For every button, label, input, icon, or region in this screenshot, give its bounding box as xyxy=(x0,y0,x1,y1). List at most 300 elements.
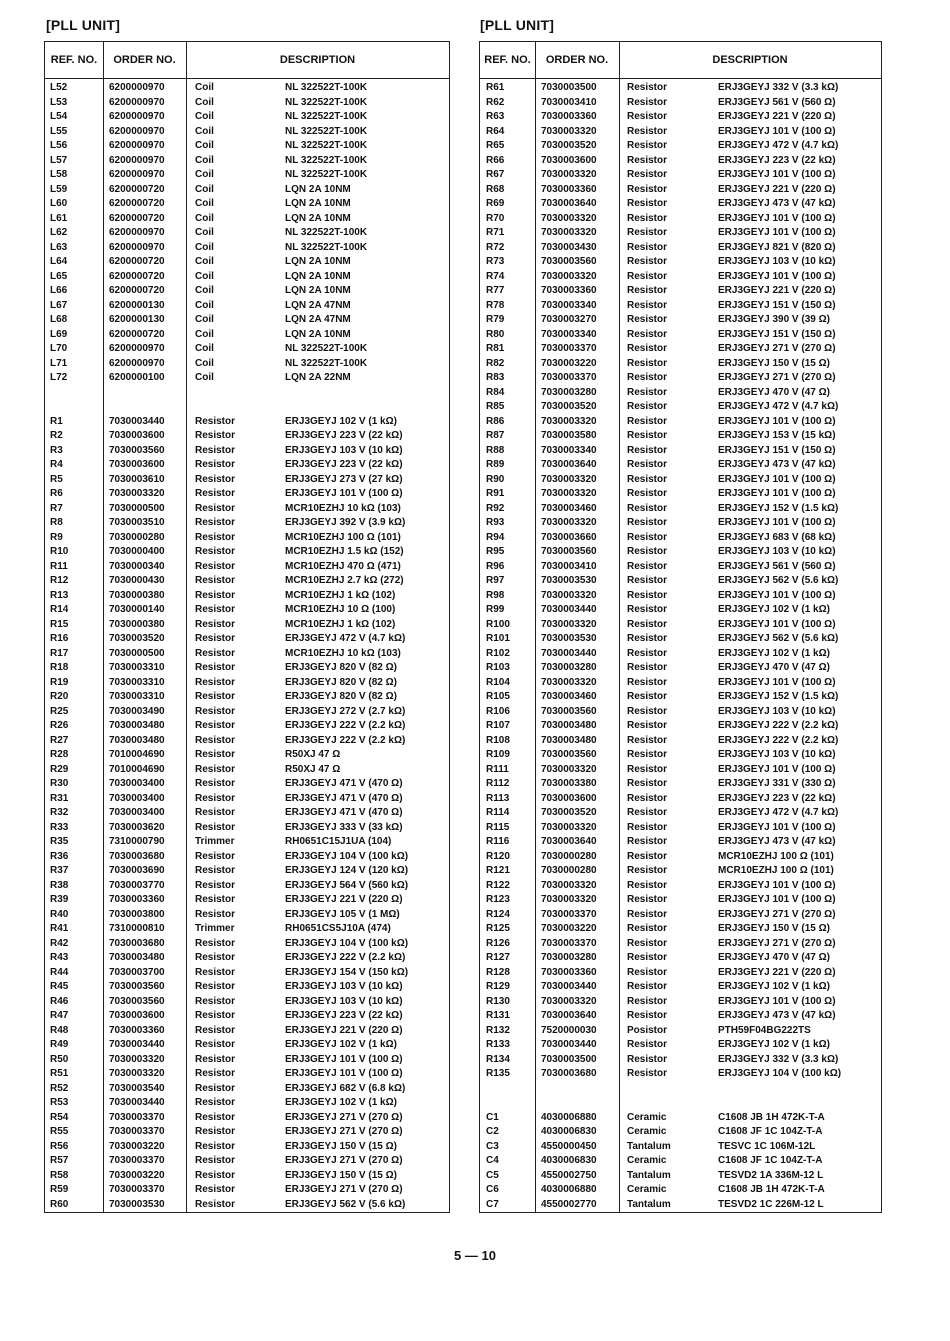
cell-part-type: Resistor xyxy=(195,1039,236,1050)
page-number: 5 — 10 xyxy=(454,1248,496,1263)
table-row xyxy=(480,371,881,386)
cell-part-type: Ceramic xyxy=(627,1111,667,1123)
cell-ref-no: R62 xyxy=(486,96,505,108)
cell-description: ERJ3GEYJ 151 V (150 Ω) xyxy=(718,328,836,340)
cell-part-type: Resistor xyxy=(627,734,668,746)
cell-order-no: 7030003480 xyxy=(541,734,597,746)
cell-order-no: 7030003370 xyxy=(109,1184,165,1195)
cell-part-type: Resistor xyxy=(627,314,668,325)
table-row xyxy=(45,719,449,734)
cell-order-no: 7030003320 xyxy=(541,879,597,891)
cell-part-type: Resistor xyxy=(195,415,236,427)
cell-part-type: Resistor xyxy=(195,444,236,456)
cell-description: ERJ3GEYJ 470 V (47 Ω) xyxy=(718,952,830,963)
cell-description: ERJ3GEYJ 564 V (560 kΩ) xyxy=(285,879,409,891)
cell-ref-no: R60 xyxy=(50,1198,69,1210)
cell-order-no: 7030003440 xyxy=(109,1097,165,1108)
cell-order-no: 7030003380 xyxy=(541,778,597,789)
cell-part-type: Resistor xyxy=(627,357,668,369)
table-row xyxy=(45,299,449,314)
cell-ref-no: R38 xyxy=(50,879,69,891)
cell-ref-no: R79 xyxy=(486,314,505,325)
cell-ref-no: R41 xyxy=(50,923,69,934)
table-row xyxy=(480,386,881,401)
table-row xyxy=(480,560,881,575)
cell-ref-no: R88 xyxy=(486,444,505,456)
cell-order-no: 7030003600 xyxy=(109,459,165,470)
cell-part-type: Tantalum xyxy=(627,1169,671,1181)
cell-order-no: 7030003600 xyxy=(109,430,165,441)
cell-part-type: Resistor xyxy=(627,140,668,151)
cell-description: ERJ3GEYJ 101 V (100 Ω) xyxy=(718,763,836,775)
cell-order-no: 6200000970 xyxy=(109,96,165,108)
cell-part-type: Resistor xyxy=(195,459,236,470)
cell-ref-no: R39 xyxy=(50,894,69,905)
cell-description: NL 322522T-100K xyxy=(285,140,368,151)
table-row xyxy=(45,589,449,604)
cell-order-no: 7030003560 xyxy=(541,749,597,760)
table-row xyxy=(45,139,449,154)
table-row xyxy=(45,1067,449,1082)
table-row xyxy=(480,545,881,560)
cell-description: LQN 2A 10NM xyxy=(285,212,351,224)
cell-order-no: 6200000970 xyxy=(109,357,165,369)
cell-description: ERJ3GEYJ 473 V (47 kΩ) xyxy=(718,198,836,209)
cell-part-type: Resistor xyxy=(627,647,668,659)
cell-part-type: Resistor xyxy=(627,169,668,180)
cell-description: ERJ3GEYJ 271 V (270 Ω) xyxy=(718,343,836,354)
cell-ref-no: R131 xyxy=(486,1010,510,1021)
cell-order-no: 7030003440 xyxy=(541,647,597,659)
cell-part-type: Resistor xyxy=(627,836,668,847)
cell-ref-no: L53 xyxy=(50,96,68,108)
cell-description: ERJ3GEYJ 272 V (2.7 kΩ) xyxy=(285,705,406,717)
cell-ref-no: C1 xyxy=(486,1111,499,1123)
table-row xyxy=(45,400,449,415)
cell-part-type: Resistor xyxy=(195,633,236,644)
cell-description: NL 322522T-100K xyxy=(285,111,368,122)
cell-ref-no: R90 xyxy=(486,473,505,485)
table-row xyxy=(480,415,881,430)
cell-part-type: Resistor xyxy=(627,879,668,891)
cell-part-type: Resistor xyxy=(627,1010,668,1021)
cell-part-type: Resistor xyxy=(195,488,236,499)
table-row xyxy=(480,226,881,241)
table-row xyxy=(45,980,449,995)
cell-description: ERJ3GEYJ 562 V (5.6 kΩ) xyxy=(718,633,839,644)
table-row xyxy=(45,995,449,1010)
cell-part-type: Resistor xyxy=(195,1184,236,1195)
cell-ref-no: R120 xyxy=(486,850,510,862)
cell-order-no: 7030003560 xyxy=(109,444,165,456)
cell-description: ERJ3GEYJ 101 V (100 Ω) xyxy=(718,618,836,630)
cell-order-no: 7030003400 xyxy=(109,792,165,804)
cell-description: C1608 JB 1H 472K-T-A xyxy=(718,1184,825,1195)
cell-order-no: 7030003280 xyxy=(541,386,597,398)
cell-ref-no: R129 xyxy=(486,981,510,992)
table-row xyxy=(480,400,881,415)
cell-description: C1608 JF 1C 104Z-T-A xyxy=(718,1155,823,1166)
cell-description: ERJ3GEYJ 820 V (82 Ω) xyxy=(285,662,397,673)
cell-ref-no: L56 xyxy=(50,140,68,151)
cell-description: ERJ3GEYJ 151 V (150 Ω) xyxy=(718,299,836,311)
cell-ref-no: L66 xyxy=(50,285,68,296)
cell-part-type: Trimmer xyxy=(195,836,235,847)
cell-part-type: Resistor xyxy=(627,749,668,760)
cell-order-no: 7030000340 xyxy=(109,560,165,572)
cell-ref-no: L64 xyxy=(50,256,68,267)
cell-order-no: 7030000280 xyxy=(541,850,597,862)
cell-ref-no: R7 xyxy=(50,502,63,514)
table-body xyxy=(45,79,449,1212)
cell-ref-no: R89 xyxy=(486,459,505,470)
table-row xyxy=(45,516,449,531)
cell-ref-no: R94 xyxy=(486,531,505,543)
cell-ref-no: R121 xyxy=(486,865,510,876)
cell-ref-no: R98 xyxy=(486,589,505,601)
cell-description: ERJ3GEYJ 103 V (10 kΩ) xyxy=(718,256,836,267)
cell-ref-no: R29 xyxy=(50,763,69,775)
cell-order-no: 6200000720 xyxy=(109,328,165,340)
cell-ref-no: L60 xyxy=(50,198,68,209)
cell-part-type: Resistor xyxy=(195,894,236,905)
cell-order-no: 6200000970 xyxy=(109,169,165,180)
cell-description: ERJ3GEYJ 221 V (220 Ω) xyxy=(285,1024,403,1036)
table-row xyxy=(480,125,881,140)
cell-ref-no: R45 xyxy=(50,981,69,992)
cell-part-type: Resistor xyxy=(195,1111,236,1123)
cell-description: RH0651C15J1UA (104) xyxy=(285,836,392,847)
table-row xyxy=(45,908,449,923)
cell-order-no: 7030003440 xyxy=(109,1039,165,1050)
table-row xyxy=(480,110,881,125)
cell-part-type: Resistor xyxy=(195,1140,236,1152)
cell-part-type: Resistor xyxy=(627,720,668,731)
table-row xyxy=(480,1125,881,1140)
table-row xyxy=(45,429,449,444)
table-row xyxy=(45,96,449,111)
cell-order-no: 7030003320 xyxy=(541,517,597,528)
cell-description: ERJ3GEYJ 222 V (2.2 kΩ) xyxy=(285,720,406,731)
cell-description: NL 322522T-100K xyxy=(285,154,368,166)
cell-description: ERJ3GEYJ 271 V (270 Ω) xyxy=(718,372,836,383)
table-row xyxy=(45,922,449,937)
cell-part-type: Resistor xyxy=(195,531,236,543)
cell-part-type: Resistor xyxy=(627,560,668,572)
table-row xyxy=(45,444,449,459)
cell-description: ERJ3GEYJ 102 V (1 kΩ) xyxy=(718,604,830,615)
cell-order-no: 7030003600 xyxy=(541,154,597,166)
table-row xyxy=(45,618,449,633)
cell-ref-no: R48 xyxy=(50,1024,69,1036)
cell-description: MCR10EZHJ 10 Ω (100) xyxy=(285,604,396,615)
cell-description: ERJ3GEYJ 820 V (82 Ω) xyxy=(285,691,397,702)
cell-ref-no: R99 xyxy=(486,604,505,615)
cell-ref-no: R95 xyxy=(486,546,505,557)
cell-description: ERJ3GEYJ 102 V (1 kΩ) xyxy=(285,1097,397,1108)
cell-order-no: 4550000450 xyxy=(541,1140,597,1152)
table-row xyxy=(45,415,449,430)
cell-ref-no: L54 xyxy=(50,111,68,122)
cell-description: ERJ3GEYJ 223 V (22 kΩ) xyxy=(718,154,836,166)
table-row xyxy=(45,603,449,618)
cell-description: C1608 JF 1C 104Z-T-A xyxy=(718,1126,823,1137)
cell-order-no: 7030003640 xyxy=(541,836,597,847)
cell-ref-no: R106 xyxy=(486,705,510,717)
cell-part-type: Ceramic xyxy=(627,1184,667,1195)
table-row xyxy=(480,719,881,734)
cell-description: ERJ3GEYJ 101 V (100 Ω) xyxy=(718,517,836,528)
cell-order-no: 7030003640 xyxy=(541,198,597,209)
cell-order-no: 7030003370 xyxy=(541,937,597,949)
table-row xyxy=(45,748,449,763)
cell-part-type: Resistor xyxy=(627,531,668,543)
cell-description: ERJ3GEYJ 470 V (47 Ω) xyxy=(718,662,830,673)
cell-order-no: 4550002750 xyxy=(541,1169,597,1181)
cell-ref-no: R83 xyxy=(486,372,505,383)
cell-ref-no: R81 xyxy=(486,343,505,354)
cell-part-type: Resistor xyxy=(195,966,236,978)
cell-part-type: Resistor xyxy=(627,894,668,905)
table-row xyxy=(480,792,881,807)
table-row xyxy=(480,516,881,531)
cell-part-type: Resistor xyxy=(195,865,236,876)
cell-ref-no: R101 xyxy=(486,633,510,644)
cell-description: ERJ3GEYJ 271 V (270 Ω) xyxy=(285,1126,403,1137)
cell-ref-no: R114 xyxy=(486,807,510,818)
cell-description: ERJ3GEYJ 471 V (470 Ω) xyxy=(285,807,403,818)
cell-description: ERJ3GEYJ 101 V (100 Ω) xyxy=(718,270,836,282)
cell-part-type: Resistor xyxy=(195,908,236,920)
cell-order-no: 7030003410 xyxy=(541,560,597,572)
table-row xyxy=(45,676,449,691)
cell-order-no: 6200000970 xyxy=(109,82,165,93)
right-parts-table xyxy=(479,41,882,1213)
table-row xyxy=(480,603,881,618)
cell-order-no: 7030003360 xyxy=(541,111,597,122)
cell-description: ERJ3GEYJ 472 V (4.7 kΩ) xyxy=(718,807,839,818)
cell-ref-no: C2 xyxy=(486,1126,499,1137)
table-row xyxy=(480,313,881,328)
cell-order-no: 6200000720 xyxy=(109,198,165,209)
cell-part-type: Resistor xyxy=(627,633,668,644)
cell-part-type: Resistor xyxy=(195,749,236,760)
cell-order-no: 6200000970 xyxy=(109,241,165,253)
cell-order-no: 7030003320 xyxy=(541,169,597,180)
table-row xyxy=(45,661,449,676)
table-row xyxy=(480,705,881,720)
cell-order-no: 7030003360 xyxy=(541,285,597,296)
cell-order-no: 7030000380 xyxy=(109,618,165,630)
cell-part-type: Coil xyxy=(195,154,214,166)
table-row xyxy=(480,458,881,473)
cell-description: ERJ3GEYJ 332 V (3.3 kΩ) xyxy=(718,82,839,93)
cell-description: LQN 2A 47NM xyxy=(285,314,351,325)
table-row xyxy=(45,937,449,952)
cell-ref-no: R67 xyxy=(486,169,505,180)
cell-description: ERJ3GEYJ 390 V (39 Ω) xyxy=(718,314,830,325)
cell-order-no: 7030003320 xyxy=(541,473,597,485)
cell-description: ERJ3GEYJ 562 V (5.6 kΩ) xyxy=(285,1198,406,1210)
cell-part-type: Coil xyxy=(195,314,214,325)
table-row xyxy=(45,690,449,705)
cell-description: MCR10EZHJ 10 kΩ (103) xyxy=(285,647,401,659)
table-row xyxy=(45,574,449,589)
cell-order-no: 7030000430 xyxy=(109,575,165,586)
cell-order-no: 7030003520 xyxy=(541,401,597,412)
cell-order-no: 7030003440 xyxy=(541,604,597,615)
cell-part-type: Coil xyxy=(195,96,214,108)
cell-order-no: 7030000140 xyxy=(109,604,165,615)
cell-description: MCR10EZHJ 100 Ω (101) xyxy=(718,850,834,862)
table-row xyxy=(45,966,449,981)
cell-ref-no: R104 xyxy=(486,676,510,688)
cell-part-type: Resistor xyxy=(195,1010,236,1021)
cell-order-no: 7310000790 xyxy=(109,836,165,847)
cell-part-type: Resistor xyxy=(195,720,236,731)
cell-order-no: 7030003310 xyxy=(109,691,165,702)
cell-part-type: Resistor xyxy=(195,807,236,818)
cell-ref-no: R124 xyxy=(486,908,510,920)
cell-ref-no: R126 xyxy=(486,937,510,949)
cell-order-no: 7030003310 xyxy=(109,662,165,673)
cell-part-type: Resistor xyxy=(627,111,668,122)
cell-description: ERJ3GEYJ 472 V (4.7 kΩ) xyxy=(285,633,406,644)
cell-ref-no: R53 xyxy=(50,1097,69,1108)
cell-ref-no: R74 xyxy=(486,270,505,282)
cell-order-no: 7030003320 xyxy=(109,1053,165,1065)
cell-ref-no: L69 xyxy=(50,328,68,340)
cell-ref-no: L70 xyxy=(50,343,68,354)
cell-ref-no: R127 xyxy=(486,952,510,963)
cell-ref-no: R87 xyxy=(486,430,505,441)
table-row xyxy=(45,212,449,227)
table-row xyxy=(480,821,881,836)
cell-ref-no: R56 xyxy=(50,1140,69,1152)
cell-part-type: Resistor xyxy=(627,1039,668,1050)
cell-ref-no: R46 xyxy=(50,995,69,1007)
cell-part-type: Resistor xyxy=(195,1169,236,1181)
cell-order-no: 7030003360 xyxy=(541,183,597,195)
cell-order-no: 4030006880 xyxy=(541,1111,597,1123)
cell-ref-no: R82 xyxy=(486,357,505,369)
cell-description: LQN 2A 22NM xyxy=(285,372,351,383)
cell-part-type: Resistor xyxy=(627,517,668,528)
cell-ref-no: R70 xyxy=(486,212,505,224)
cell-description: ERJ3GEYJ 683 V (68 kΩ) xyxy=(718,531,836,543)
table-body xyxy=(480,79,881,1212)
table-row xyxy=(480,632,881,647)
table-row xyxy=(45,545,449,560)
cell-ref-no: R86 xyxy=(486,415,505,427)
cell-description: ERJ3GEYJ 101 V (100 Ω) xyxy=(285,1068,403,1079)
cell-description: R50XJ 47 Ω xyxy=(285,749,341,760)
table-row xyxy=(45,502,449,517)
cell-description: ERJ3GEYJ 104 V (100 kΩ) xyxy=(718,1068,842,1079)
cell-ref-no: R96 xyxy=(486,560,505,572)
cell-part-type: Coil xyxy=(195,343,214,354)
cell-description: LQN 2A 10NM xyxy=(285,256,351,267)
cell-part-type: Resistor xyxy=(195,502,236,514)
cell-ref-no: R64 xyxy=(486,125,505,137)
cell-order-no: 7030003220 xyxy=(109,1169,165,1181)
cell-order-no: 7030003530 xyxy=(541,633,597,644)
cell-description: ERJ3GEYJ 102 V (1 kΩ) xyxy=(285,415,397,427)
cell-order-no: 7030003370 xyxy=(109,1111,165,1123)
cell-ref-no: R35 xyxy=(50,836,69,847)
cell-ref-no: R54 xyxy=(50,1111,69,1123)
cell-ref-no: R13 xyxy=(50,589,69,601)
cell-part-type: Ceramic xyxy=(627,1155,667,1166)
cell-order-no: 7030003360 xyxy=(541,966,597,978)
cell-description: ERJ3GEYJ 150 V (15 Ω) xyxy=(718,357,830,369)
cell-part-type: Resistor xyxy=(627,952,668,963)
table-row xyxy=(45,313,449,328)
table-row xyxy=(45,531,449,546)
cell-description: ERJ3GEYJ 150 V (15 Ω) xyxy=(285,1140,397,1152)
cell-description: ERJ3GEYJ 271 V (270 Ω) xyxy=(285,1155,403,1166)
cell-description: ERJ3GEYJ 392 V (3.9 kΩ) xyxy=(285,517,406,528)
table-row xyxy=(480,1082,881,1097)
cell-description: ERJ3GEYJ 103 V (10 kΩ) xyxy=(718,546,836,557)
cell-order-no: 7030003320 xyxy=(541,763,597,775)
cell-ref-no: R91 xyxy=(486,488,505,499)
cell-ref-no: R103 xyxy=(486,662,510,673)
cell-ref-no: R31 xyxy=(50,792,69,804)
cell-part-type: Resistor xyxy=(627,966,668,978)
header-description: DESCRIPTION xyxy=(712,53,788,66)
cell-description: ERJ3GEYJ 223 V (22 kΩ) xyxy=(285,430,403,441)
table-row xyxy=(45,632,449,647)
table-row xyxy=(45,255,449,270)
cell-ref-no: R57 xyxy=(50,1155,69,1166)
cell-ref-no: R58 xyxy=(50,1169,69,1181)
cell-part-type: Resistor xyxy=(627,575,668,586)
cell-ref-no: R68 xyxy=(486,183,505,195)
cell-part-type: Resistor xyxy=(627,343,668,354)
cell-order-no: 7030003430 xyxy=(541,241,597,253)
cell-description: ERJ3GEYJ 102 V (1 kΩ) xyxy=(285,1039,397,1050)
table-row xyxy=(45,1053,449,1068)
cell-ref-no: R14 xyxy=(50,604,69,615)
cell-order-no: 6200000720 xyxy=(109,256,165,267)
cell-ref-no: R11 xyxy=(50,560,68,572)
cell-order-no: 7030003480 xyxy=(109,952,165,963)
cell-part-type: Coil xyxy=(195,372,214,383)
cell-description: NL 322522T-100K xyxy=(285,343,368,354)
table-row xyxy=(480,299,881,314)
table-row xyxy=(480,255,881,270)
cell-description: ERJ3GEYJ 101 V (100 Ω) xyxy=(718,169,836,180)
table-row xyxy=(480,487,881,502)
table-row xyxy=(45,792,449,807)
cell-description: NL 322522T-100K xyxy=(285,357,368,369)
cell-part-type: Resistor xyxy=(195,662,236,673)
cell-part-type: Resistor xyxy=(195,575,236,586)
cell-description: MCR10EZHJ 1 kΩ (102) xyxy=(285,618,396,630)
table-row xyxy=(45,850,449,865)
cell-order-no: 7030003370 xyxy=(109,1126,165,1137)
cell-part-type: Resistor xyxy=(627,82,668,93)
cell-description: ERJ3GEYJ 472 V (4.7 kΩ) xyxy=(718,401,839,412)
cell-description: ERJ3GEYJ 222 V (2.2 kΩ) xyxy=(285,734,406,746)
cell-description: ERJ3GEYJ 332 V (3.3 kΩ) xyxy=(718,1053,839,1065)
cell-ref-no: R92 xyxy=(486,502,505,514)
cell-part-type: Resistor xyxy=(195,546,236,557)
cell-description: ERJ3GEYJ 103 V (10 kΩ) xyxy=(285,444,403,456)
table-row xyxy=(45,284,449,299)
cell-part-type: Resistor xyxy=(195,1024,236,1036)
